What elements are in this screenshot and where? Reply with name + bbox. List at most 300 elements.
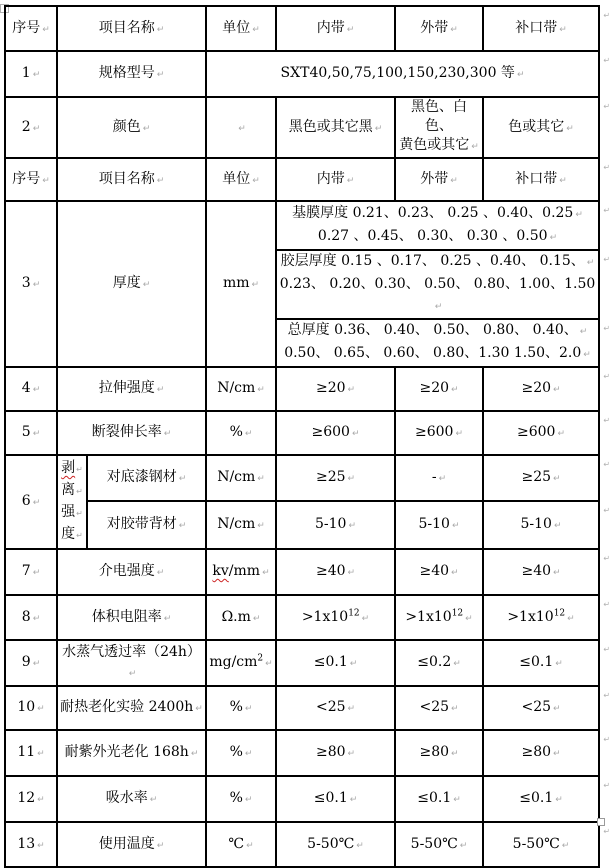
cell-unit-empty[interactable] (206, 97, 276, 158)
cell-no[interactable] (5, 455, 57, 549)
total-thickness-values-line2: 0.50、 0.65、 0.60、 0.80、1.30 1.50、2.0 (284, 345, 582, 361)
glue-layer-values-line2: 0.23、 0.20、0.30、 0.50、 0.80、1.00、1.50 (279, 276, 596, 292)
header-cell-joint[interactable] (483, 158, 610, 201)
header-cell-item[interactable] (57, 6, 206, 51)
row-uv-aging (5, 730, 599, 776)
table-resize-handle[interactable] (597, 818, 605, 826)
unit-exponent: 2 (257, 653, 264, 664)
joint-value: ≥25 (521, 469, 552, 486)
cell-joint-value[interactable] (483, 595, 610, 640)
cell-inner-value[interactable] (276, 411, 395, 455)
cell-unit[interactable] (206, 730, 276, 776)
cell-inner-value[interactable] (276, 686, 395, 730)
cell-item[interactable] (87, 455, 206, 501)
inner-value: 黑色或其它黑 (288, 118, 373, 135)
row-tensile-strength (5, 367, 599, 411)
cell-no[interactable] (5, 595, 57, 640)
paragraph-mark: ↵ (451, 568, 459, 578)
outer-value: ≥20 (419, 380, 450, 396)
paragraph-mark: ↵ (451, 385, 459, 395)
item-name: 体积电阻率 (91, 608, 162, 625)
cell-no[interactable] (5, 822, 57, 867)
row-peel-strength-backing (5, 501, 599, 549)
cell-joint-value[interactable] (483, 640, 610, 686)
paragraph-mark: ↵ (553, 704, 561, 714)
cell-outer-value[interactable] (395, 822, 483, 867)
cell-no[interactable] (5, 367, 57, 411)
cell-outer-value[interactable] (395, 549, 483, 595)
paragraph-mark: ↵ (450, 175, 458, 186)
header-unit-label: 单位 (222, 19, 251, 36)
cell-item[interactable] (87, 501, 206, 549)
row-end-mark: ↵ (603, 102, 610, 111)
paragraph-mark: ↵ (142, 123, 151, 134)
line-break-mark: ↵ (586, 258, 595, 268)
cell-unit[interactable] (206, 367, 276, 411)
cell-unit[interactable] (206, 822, 276, 867)
row-end-mark: ↵ (603, 324, 610, 333)
cell-no[interactable] (5, 776, 57, 822)
header-cell-item[interactable] (57, 158, 206, 201)
outer-value: >1x10 (405, 608, 452, 625)
header-row-2 (5, 158, 599, 201)
header-item-label: 项目名称 (98, 170, 155, 187)
cell-joint-value[interactable] (483, 501, 610, 549)
paragraph-mark: ↵ (451, 521, 460, 532)
cell-item[interactable] (57, 776, 206, 822)
cell-outer-value[interactable] (395, 730, 483, 776)
row-end-mark: ↵ (603, 255, 610, 264)
item-name: 颜色 (112, 118, 141, 135)
paragraph-mark: ↵ (246, 840, 254, 851)
paragraph-mark: ↵ (559, 24, 567, 35)
row-elongation (5, 411, 599, 455)
cell-outer-value[interactable] (395, 455, 483, 501)
header-cell-inner[interactable] (276, 6, 395, 51)
line-break-mark: ↵ (76, 487, 83, 496)
header-unit-label: 单位 (222, 170, 251, 187)
paragraph-mark: ↵ (32, 613, 41, 624)
unit-value: N/cm (217, 516, 256, 533)
paragraph-mark: ↵ (238, 123, 246, 134)
spec-table (4, 5, 610, 868)
cell-no[interactable] (5, 97, 57, 158)
paragraph-mark: ↵ (459, 840, 468, 851)
paragraph-mark: ↵ (128, 669, 137, 679)
joint-value: ≥40 (521, 563, 552, 579)
row-end-mark: ↵ (603, 506, 610, 516)
value-exponent: 12 (451, 607, 464, 618)
paragraph-mark: ↵ (347, 568, 356, 578)
group-char: 剥 (61, 460, 76, 476)
paragraph-mark: ↵ (190, 749, 199, 759)
cell-inner-value[interactable] (276, 640, 395, 686)
row-end-mark: ↵ (603, 416, 610, 425)
cell-outer-value[interactable] (395, 595, 483, 640)
item-name: 介电强度 (98, 563, 155, 579)
cell-inner-value[interactable] (276, 776, 395, 822)
cell-joint-value[interactable] (483, 411, 610, 455)
outer-value: ≥600 (415, 424, 454, 440)
cell-unit[interactable] (206, 455, 276, 501)
header-cell-no[interactable] (5, 158, 57, 201)
paragraph-mark: ↵ (438, 474, 447, 485)
item-name: 对底漆钢材 (106, 469, 177, 486)
cell-unit[interactable] (206, 640, 276, 686)
inner-value: ≥20 (315, 380, 346, 396)
inner-value: ≤0.1 (313, 654, 348, 670)
outer-value: 5-10 (418, 516, 450, 533)
unit-value: % (229, 699, 243, 715)
header-inner-label: 内带 (316, 170, 345, 187)
cell-inner-value[interactable] (276, 97, 395, 158)
cell-spec-value[interactable] (206, 51, 610, 97)
cell-joint-value[interactable] (483, 549, 610, 595)
paragraph-mark: ↵ (349, 795, 358, 805)
row-end-mark: ↵ (603, 827, 610, 836)
paragraph-mark: ↵ (346, 175, 355, 186)
cell-no[interactable] (5, 201, 57, 367)
unit-value: N/cm (217, 469, 256, 486)
item-name: 耐紫外光老化 168h (64, 744, 189, 760)
header-joint-label: 补口带 (515, 19, 558, 36)
header-outer-label: 外带 (420, 170, 449, 187)
item-name: 对胶带背材 (106, 516, 177, 533)
paragraph-mark: ↵ (471, 142, 479, 152)
paragraph-mark: ↵ (549, 232, 558, 243)
item-name: 规格型号 (98, 65, 155, 81)
inner-value: 5-10 (315, 516, 347, 533)
item-name: 断裂伸长率 (91, 424, 162, 440)
row-number: 8 (21, 608, 31, 625)
cell-no[interactable] (5, 549, 57, 595)
row-end-mark: ↵ (603, 206, 610, 215)
outer-value: ≤0.2 (417, 654, 452, 670)
inner-value: >1x10 (301, 608, 349, 625)
joint-value: 色或其它 (508, 118, 565, 135)
paragraph-mark: ↵ (32, 498, 41, 508)
paragraph-mark: ↵ (465, 613, 473, 624)
joint-value: ≥600 (517, 424, 556, 440)
paragraph-mark: ↵ (156, 568, 165, 578)
cell-no[interactable] (5, 411, 57, 455)
outer-value: - (431, 469, 437, 486)
row-number: 7 (21, 563, 31, 579)
paragraph-mark: ↵ (257, 521, 265, 532)
row-end-mark: ↵ (603, 735, 610, 744)
group-char: 强 (61, 504, 76, 520)
joint-value: >1x10 (507, 608, 554, 625)
outer-value: ≥40 (419, 563, 450, 579)
paragraph-mark: ↵ (163, 613, 172, 624)
cell-unit[interactable] (206, 549, 276, 595)
cell-item[interactable] (57, 595, 206, 640)
inner-value: ≥80 (315, 744, 346, 760)
row-number: 5 (21, 424, 31, 440)
cell-joint-value[interactable] (483, 776, 610, 822)
paragraph-mark: ↵ (178, 521, 187, 532)
row-end-mark: ↵ (603, 163, 610, 172)
paragraph-mark: ↵ (451, 749, 459, 759)
joint-value: ≤0.1 (519, 790, 554, 806)
paragraph-mark: ↵ (251, 280, 260, 290)
paragraph-mark: ↵ (32, 385, 41, 395)
line-break-mark: ↵ (76, 465, 83, 474)
paragraph-mark: ↵ (516, 70, 525, 80)
cell-unit[interactable] (206, 201, 276, 367)
joint-value: ≤0.1 (519, 654, 554, 670)
cell-outer-value[interactable] (395, 411, 483, 455)
item-name: 使用温度 (98, 835, 155, 852)
cell-unit[interactable] (206, 776, 276, 822)
paragraph-mark: ↵ (42, 175, 50, 186)
row-end-mark: ↵ (603, 460, 610, 469)
joint-value: ≥80 (521, 744, 552, 760)
paragraph-mark: ↵ (434, 302, 443, 312)
header-inner-label: 内带 (316, 19, 345, 36)
paragraph-mark: ↵ (262, 568, 270, 578)
base-film-values-line1: 0.21、0.23、 0.25 、0.40、0.25 (352, 204, 574, 221)
header-joint-label: 补口带 (515, 170, 558, 187)
cell-item[interactable] (57, 549, 206, 595)
paragraph-mark: ↵ (156, 385, 165, 395)
cell-unit[interactable] (206, 595, 276, 640)
paragraph-mark: ↵ (559, 175, 567, 186)
joint-value: <25 (521, 699, 552, 715)
group-char: 度 (61, 526, 76, 542)
paragraph-mark: ↵ (361, 613, 370, 624)
row-volume-resistivity (5, 595, 599, 640)
paragraph-mark: ↵ (265, 659, 273, 669)
cell-joint-value[interactable] (483, 822, 610, 867)
row-service-temperature (5, 822, 599, 867)
row-number: 12 (17, 790, 36, 806)
paragraph-mark: ↵ (555, 795, 563, 805)
header-cell-outer[interactable] (395, 6, 483, 51)
unit-value: mm (222, 275, 250, 291)
cell-item[interactable] (57, 51, 206, 97)
inner-value: ≤0.1 (313, 790, 348, 806)
paragraph-mark: ↵ (252, 24, 260, 35)
value-exponent: 12 (553, 607, 566, 618)
paragraph-mark: ↵ (163, 429, 172, 439)
cell-item[interactable] (57, 686, 206, 730)
paragraph-mark: ↵ (348, 521, 357, 532)
paragraph-mark: ↵ (195, 704, 203, 714)
item-name: 水蒸气透过率（24h） (62, 644, 201, 660)
paragraph-mark: ↵ (553, 749, 561, 759)
cell-no[interactable] (5, 686, 57, 730)
line-break-mark: ↵ (575, 209, 583, 220)
cell-inner-value[interactable] (276, 367, 395, 411)
paragraph-mark: ↵ (374, 123, 383, 134)
glue-layer-values-line1: 0.15 、0.17、 0.25 、0.40、 0.15、 (341, 253, 585, 269)
cell-no[interactable] (5, 640, 57, 686)
cell-item[interactable] (57, 411, 206, 455)
cell-item[interactable] (57, 201, 206, 367)
cell-base-film-thickness[interactable] (276, 201, 610, 250)
joint-value: 5-10 (520, 516, 552, 533)
header-outer-label: 外带 (420, 19, 449, 36)
base-film-values-line2: 0.27 、0.45、 0.30、 0.30 、0.50 (317, 227, 548, 244)
row-water-vapor-permeability (5, 640, 599, 686)
header-cell-outer[interactable] (395, 158, 483, 201)
cell-glue-layer-thickness[interactable] (276, 250, 610, 319)
paragraph-mark: ↵ (178, 474, 187, 485)
paragraph-mark: ↵ (76, 531, 83, 540)
cell-unit[interactable] (206, 686, 276, 730)
row-number: 6 (21, 493, 31, 509)
cell-joint-value[interactable] (483, 730, 610, 776)
row-color (5, 97, 599, 158)
paragraph-mark: ↵ (583, 350, 591, 360)
paragraph-mark: ↵ (346, 24, 355, 35)
paragraph-mark: ↵ (351, 429, 360, 439)
item-name: 吸水率 (105, 790, 148, 806)
paragraph-mark: ↵ (553, 568, 561, 578)
header-no-label: 序号 (12, 170, 41, 187)
header-cell-unit[interactable] (206, 158, 276, 201)
paragraph-mark: ↵ (347, 749, 356, 759)
paragraph-mark: ↵ (244, 795, 253, 805)
unit-value: % (229, 790, 243, 806)
unit-value-kv: kv (212, 563, 229, 579)
unit-value: mg/cm (209, 654, 258, 670)
outer-value: <25 (419, 699, 450, 715)
paragraph-mark: ↵ (37, 795, 45, 805)
total-thickness-values-line1: 0.36、 0.40、 0.50、 0.80、 0.40、 (334, 322, 578, 338)
cell-joint-value[interactable] (483, 97, 610, 158)
paragraph-mark: ↵ (156, 840, 165, 851)
inner-value: ≥40 (315, 563, 346, 579)
paragraph-mark: ↵ (451, 704, 459, 714)
cell-peel-strength-group[interactable] (57, 455, 87, 549)
row-water-absorption (5, 776, 599, 822)
cell-inner-value[interactable] (276, 595, 395, 640)
row-end-mark: ↵ (603, 691, 610, 700)
paragraph-mark: ↵ (32, 123, 41, 134)
header-row-1 (5, 6, 599, 51)
cell-item[interactable] (57, 640, 206, 686)
inner-value: ≥25 (315, 469, 346, 486)
unit-value: N/cm (217, 380, 256, 396)
cell-unit[interactable] (206, 501, 276, 549)
header-cell-unit[interactable] (206, 6, 276, 51)
cell-inner-value[interactable] (276, 501, 395, 549)
row-end-mark: ↵ (603, 645, 610, 654)
paragraph-mark: ↵ (347, 474, 356, 485)
paragraph-mark: ↵ (453, 659, 461, 669)
cell-total-thickness[interactable] (276, 319, 610, 367)
paragraph-mark: ↵ (455, 429, 464, 439)
value-exponent: 12 (348, 607, 360, 618)
paragraph-mark: ↵ (37, 840, 45, 851)
header-cell-no[interactable] (5, 6, 57, 51)
outer-value: ≥80 (419, 744, 450, 760)
paragraph-mark: ↵ (32, 429, 41, 439)
total-thickness-label: 总厚度 (287, 322, 330, 338)
cell-item[interactable] (57, 97, 206, 158)
paragraph-mark: ↵ (553, 521, 562, 532)
row-number: 4 (21, 380, 31, 396)
header-cell-inner[interactable] (276, 158, 395, 201)
paragraph-mark: ↵ (349, 659, 358, 669)
paragraph-mark: ↵ (257, 385, 265, 395)
unit-value-rest: /mm (228, 563, 261, 579)
cell-inner-value[interactable] (276, 549, 395, 595)
row-heat-aging (5, 686, 599, 730)
paragraph-mark: ↵ (156, 175, 165, 186)
paragraph-mark: ↵ (450, 24, 458, 35)
cell-inner-value[interactable] (276, 822, 395, 867)
paragraph-mark: ↵ (142, 280, 151, 290)
paragraph-mark: ↵ (156, 24, 165, 35)
cell-joint-value[interactable] (483, 367, 610, 411)
paragraph-mark: ↵ (32, 280, 41, 290)
paragraph-mark: ↵ (553, 474, 561, 485)
cell-joint-value[interactable] (483, 686, 610, 730)
joint-value: 5-50℃ (512, 835, 560, 852)
row-number: 13 (17, 835, 36, 852)
row-number: 1 (21, 65, 31, 81)
cell-no[interactable] (5, 51, 57, 97)
paragraph-mark: ↵ (244, 749, 253, 759)
unit-value: % (229, 744, 243, 760)
base-film-label: 基膜厚度 (292, 204, 349, 221)
header-cell-joint[interactable] (483, 6, 610, 51)
paragraph-mark: ↵ (32, 70, 41, 80)
row-thickness-base (5, 201, 599, 250)
row-dielectric-strength (5, 549, 599, 595)
cell-outer-value[interactable] (395, 640, 483, 686)
cell-item[interactable] (57, 367, 206, 411)
cell-outer-value[interactable] (395, 367, 483, 411)
line-break-mark: ↵ (76, 509, 83, 518)
paragraph-mark: ↵ (252, 175, 260, 186)
cell-joint-value[interactable] (483, 455, 610, 501)
glue-layer-label: 胶层厚度 (280, 253, 337, 269)
row-end-mark: ↵ (603, 11, 610, 20)
paragraph-mark: ↵ (347, 385, 356, 395)
unit-value: ℃ (228, 835, 245, 852)
paragraph-mark: ↵ (244, 429, 253, 439)
paragraph-mark: ↵ (32, 568, 41, 578)
cell-outer-value[interactable] (395, 501, 483, 549)
outer-value: 5-50℃ (410, 835, 458, 852)
item-name: 厚度 (112, 275, 141, 291)
paragraph-mark: ↵ (32, 659, 41, 669)
cell-inner-value[interactable] (276, 455, 395, 501)
cell-item[interactable] (57, 822, 206, 867)
paragraph-mark: ↵ (557, 429, 566, 439)
cell-inner-value[interactable] (276, 730, 395, 776)
paragraph-mark: ↵ (356, 840, 364, 851)
cell-outer-value[interactable] (395, 686, 483, 730)
row-peel-strength-primer (5, 455, 599, 501)
cell-unit[interactable] (206, 411, 276, 455)
cell-outer-value[interactable] (395, 776, 483, 822)
cell-no[interactable] (5, 730, 57, 776)
row-end-mark: ↵ (603, 600, 610, 609)
joint-value: ≥20 (521, 380, 552, 396)
row-end-mark: ↵ (603, 372, 610, 381)
row-end-mark: ↵ (603, 781, 610, 790)
unit-value: % (229, 424, 243, 440)
row-number: 9 (21, 654, 31, 670)
cell-outer-value[interactable] (395, 97, 483, 158)
cell-item[interactable] (57, 730, 206, 776)
paragraph-mark: ↵ (567, 613, 575, 624)
